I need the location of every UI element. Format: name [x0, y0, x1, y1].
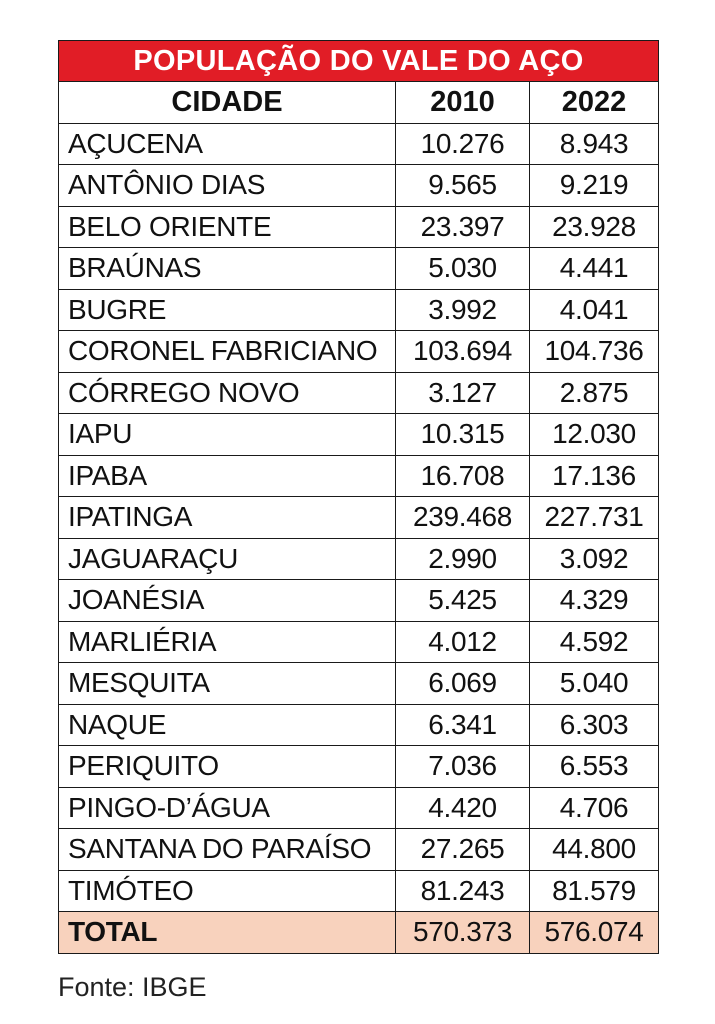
city-cell: CÓRREGO NOVO	[59, 372, 396, 414]
value-2010-cell: 7.036	[396, 746, 530, 788]
value-2010-cell: 5.030	[396, 248, 530, 290]
city-cell: JOANÉSIA	[59, 580, 396, 622]
city-cell: PERIQUITO	[59, 746, 396, 788]
city-cell: MARLIÉRIA	[59, 621, 396, 663]
table-body	[59, 123, 659, 912]
table-row	[59, 538, 659, 580]
table-row	[59, 248, 659, 290]
table-row	[59, 123, 659, 165]
city-cell: SANTANA DO PARAÍSO	[59, 829, 396, 871]
value-2010-cell: 5.425	[396, 580, 530, 622]
city-cell: IPABA	[59, 455, 396, 497]
table-row	[59, 497, 659, 539]
table-row	[59, 414, 659, 456]
value-2010-cell: 27.265	[396, 829, 530, 871]
table-row	[59, 206, 659, 248]
city-cell: AÇUCENA	[59, 123, 396, 165]
value-2010-cell: 81.243	[396, 870, 530, 912]
value-2022-cell: 4.592	[530, 621, 659, 663]
value-2022-cell: 4.329	[530, 580, 659, 622]
value-2022-cell: 4.041	[530, 289, 659, 331]
title-row	[59, 41, 659, 82]
value-2022-cell: 17.136	[530, 455, 659, 497]
city-cell: NAQUE	[59, 704, 396, 746]
city-cell: IAPU	[59, 414, 396, 456]
value-2022-cell: 6.303	[530, 704, 659, 746]
value-2010-cell: 23.397	[396, 206, 530, 248]
population-table	[58, 40, 659, 954]
value-2022-cell: 3.092	[530, 538, 659, 580]
value-2010-cell: 103.694	[396, 331, 530, 373]
value-2022-cell: 5.040	[530, 663, 659, 705]
value-2022-cell: 44.800	[530, 829, 659, 871]
table-row	[59, 870, 659, 912]
value-2010-cell: 6.069	[396, 663, 530, 705]
value-2010-cell: 10.276	[396, 123, 530, 165]
city-cell: TIMÓTEO	[59, 870, 396, 912]
city-cell: IPATINGA	[59, 497, 396, 539]
city-cell: JAGUARAÇU	[59, 538, 396, 580]
table-row	[59, 787, 659, 829]
table-title: POPULAÇÃO DO VALE DO AÇO	[59, 41, 659, 82]
value-2010-cell: 239.468	[396, 497, 530, 539]
value-2010-cell: 10.315	[396, 414, 530, 456]
table-row	[59, 372, 659, 414]
city-cell: PINGO-D’ÁGUA	[59, 787, 396, 829]
value-2010-cell: 2.990	[396, 538, 530, 580]
table-row	[59, 165, 659, 207]
table-row	[59, 621, 659, 663]
city-cell: CORONEL FABRICIANO	[59, 331, 396, 373]
value-2010-cell: 4.012	[396, 621, 530, 663]
city-cell: MESQUITA	[59, 663, 396, 705]
column-header-2022: 2022	[530, 82, 659, 124]
city-cell: ANTÔNIO DIAS	[59, 165, 396, 207]
value-2022-cell: 8.943	[530, 123, 659, 165]
total-label: TOTAL	[59, 912, 396, 954]
value-2022-cell: 12.030	[530, 414, 659, 456]
value-2022-cell: 104.736	[530, 331, 659, 373]
city-cell: BRAÚNAS	[59, 248, 396, 290]
value-2010-cell: 16.708	[396, 455, 530, 497]
value-2022-cell: 23.928	[530, 206, 659, 248]
city-cell: BUGRE	[59, 289, 396, 331]
table-row	[59, 829, 659, 871]
city-cell: BELO ORIENTE	[59, 206, 396, 248]
value-2010-cell: 3.992	[396, 289, 530, 331]
table-row	[59, 331, 659, 373]
value-2010-cell: 4.420	[396, 787, 530, 829]
source-note: Fonte: IBGE	[58, 972, 207, 1002]
value-2022-cell: 227.731	[530, 497, 659, 539]
table-row	[59, 289, 659, 331]
table-row	[59, 580, 659, 622]
value-2022-cell: 2.875	[530, 372, 659, 414]
header-row	[59, 82, 659, 124]
value-2010-cell: 9.565	[396, 165, 530, 207]
total-2010: 570.373	[396, 912, 530, 954]
column-header-city: CIDADE	[59, 82, 396, 124]
table-row	[59, 746, 659, 788]
value-2022-cell: 6.553	[530, 746, 659, 788]
value-2010-cell: 6.341	[396, 704, 530, 746]
value-2022-cell: 4.706	[530, 787, 659, 829]
value-2010-cell: 3.127	[396, 372, 530, 414]
value-2022-cell: 9.219	[530, 165, 659, 207]
table-row	[59, 455, 659, 497]
total-row	[59, 912, 659, 954]
value-2022-cell: 81.579	[530, 870, 659, 912]
column-header-2010: 2010	[396, 82, 530, 124]
table-row	[59, 663, 659, 705]
total-2022: 576.074	[530, 912, 659, 954]
table-row	[59, 704, 659, 746]
value-2022-cell: 4.441	[530, 248, 659, 290]
